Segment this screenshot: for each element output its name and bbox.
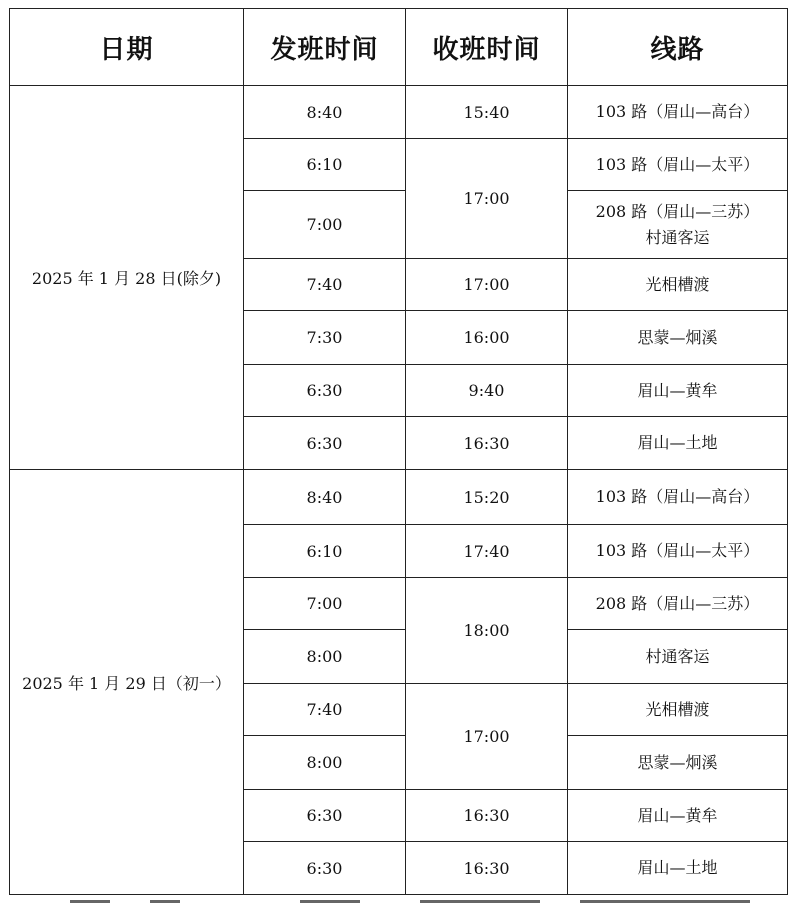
cutoff-text-fragment [0, 896, 800, 907]
depart-time-cell: 6:30 [244, 417, 406, 470]
depart-time-cell: 8:40 [244, 470, 406, 525]
route-text: 103 路（眉山—高台） [595, 102, 760, 121]
route-text: 208 路（眉山—三苏） [595, 593, 760, 613]
last-time-cell: 18:00 [406, 578, 568, 684]
route-cell [568, 139, 788, 191]
last-time-cell: 9:40 [406, 365, 568, 417]
text-fragment [70, 900, 110, 903]
table-row [10, 86, 788, 139]
header-date: 日期 [10, 9, 244, 86]
route-text: 眉山—土地 [637, 858, 718, 877]
route-cell [568, 736, 788, 790]
route-text: 思蒙—炯溪 [637, 752, 718, 772]
depart-time-cell: 8:00 [244, 736, 406, 790]
date-cell: 2025 年 1 月 29 日（初一） [10, 470, 244, 895]
route-text: 眉山—土地 [637, 433, 718, 452]
route-cell [568, 259, 788, 311]
depart-time-cell: 6:30 [244, 365, 406, 417]
date-cell: 2025 年 1 月 28 日(除夕) [10, 86, 244, 470]
route-text: 208 路（眉山—三苏） [595, 201, 760, 221]
route-cell [568, 684, 788, 736]
depart-time-cell: 6:30 [244, 842, 406, 895]
last-time-cell: 16:30 [406, 790, 568, 842]
route-text: 103 路（眉山—高台） [595, 487, 760, 506]
last-time-cell: 15:20 [406, 470, 568, 525]
route-text: 103 路（眉山—太平） [595, 541, 760, 560]
depart-time-cell: 8:00 [244, 630, 406, 684]
header-last-time: 收班时间 [406, 9, 568, 86]
route-cell [568, 365, 788, 417]
bus-schedule-table [9, 8, 788, 895]
route-cell [568, 86, 788, 139]
route-cell [568, 470, 788, 525]
route-text: 村通客运 [645, 227, 710, 247]
depart-time-cell: 7:00 [244, 191, 406, 259]
text-fragment [580, 900, 750, 903]
last-time-cell: 17:40 [406, 525, 568, 578]
last-time-cell: 17:00 [406, 684, 568, 790]
route-text: 思蒙—炯溪 [637, 327, 718, 347]
route-cell [568, 525, 788, 578]
depart-time-cell: 6:30 [244, 790, 406, 842]
schedule-sheet [9, 8, 788, 895]
text-fragment [420, 900, 540, 903]
last-time-cell: 16:00 [406, 311, 568, 365]
route-text: 眉山—黄牟 [637, 805, 718, 825]
route-cell [568, 790, 788, 842]
header-route: 线路 [568, 9, 788, 86]
header-row [10, 9, 788, 86]
route-cell [568, 417, 788, 470]
route-cell [568, 311, 788, 365]
depart-time-cell: 7:40 [244, 684, 406, 736]
route-text: 光相槽渡 [645, 699, 710, 719]
depart-time-cell: 7:30 [244, 311, 406, 365]
route-cell [568, 842, 788, 895]
last-time-cell: 15:40 [406, 86, 568, 139]
last-time-cell: 17:00 [406, 259, 568, 311]
text-fragment [150, 900, 180, 903]
depart-time-cell: 6:10 [244, 139, 406, 191]
route-cell [568, 630, 788, 684]
route-cell [568, 191, 788, 259]
last-time-cell: 16:30 [406, 842, 568, 895]
route-cell [568, 578, 788, 630]
last-time-cell: 17:00 [406, 139, 568, 259]
depart-time-cell: 7:40 [244, 259, 406, 311]
last-time-cell: 16:30 [406, 417, 568, 470]
route-text: 眉山—黄牟 [637, 380, 718, 400]
route-text: 103 路（眉山—太平） [595, 154, 760, 174]
route-text: 光相槽渡 [645, 274, 710, 294]
route-text: 村通客运 [645, 646, 710, 666]
depart-time-cell: 6:10 [244, 525, 406, 578]
depart-time-cell: 8:40 [244, 86, 406, 139]
table-row [10, 470, 788, 525]
header-depart-time: 发班时间 [244, 9, 406, 86]
depart-time-cell: 7:00 [244, 578, 406, 630]
text-fragment [300, 900, 360, 903]
